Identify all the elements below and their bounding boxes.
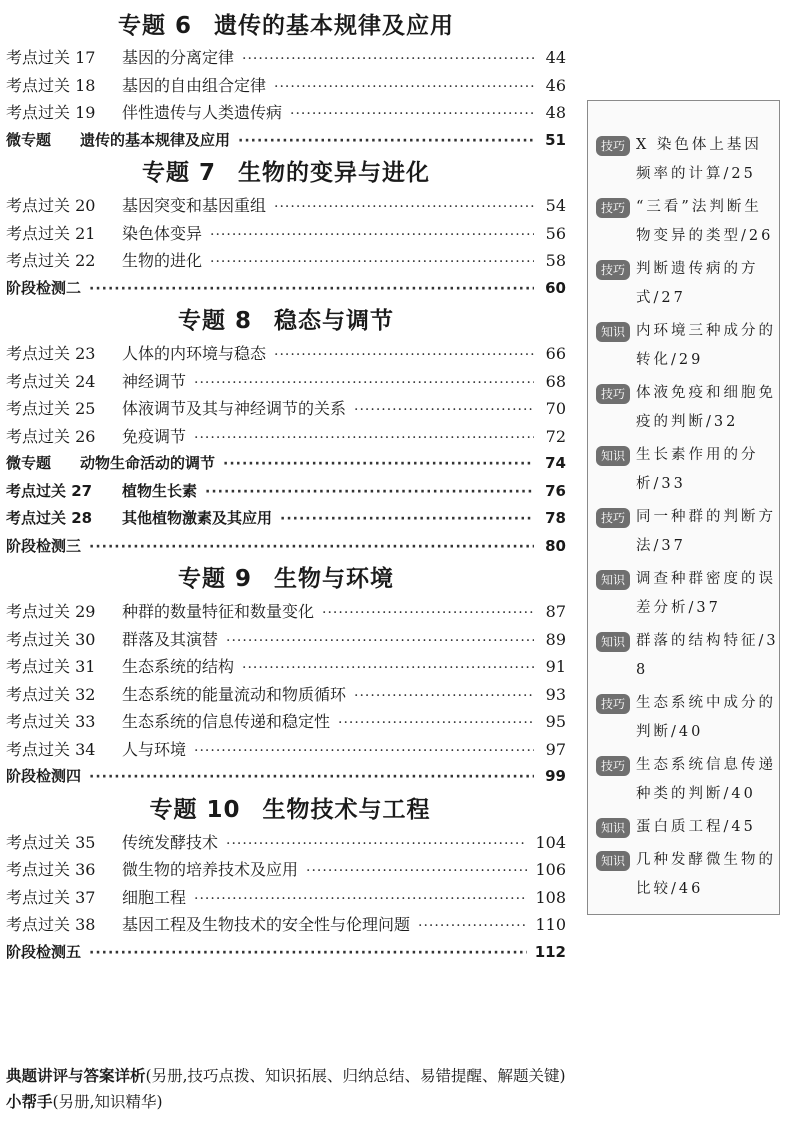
tip-tag-badge: 知识	[596, 446, 630, 466]
page-number: 91	[545, 657, 566, 676]
dot-leader	[242, 655, 534, 683]
section-name: 生物与环境	[274, 566, 394, 592]
section-number: 专题 9	[177, 566, 252, 592]
dot-leader	[194, 886, 527, 914]
toc-entry[interactable]	[6, 478, 566, 506]
entry-label: 考点过关 24	[6, 371, 96, 391]
entry-title: 免疫调节	[122, 426, 187, 446]
entry-label: 考点过关 29	[6, 602, 96, 621]
dot-leader	[210, 249, 534, 277]
page-number: 48	[545, 103, 566, 122]
page-number: 110	[535, 915, 566, 934]
page-number: 58	[545, 251, 566, 270]
entry-title: 生态系统的能量流动和物质循环	[122, 684, 347, 704]
page-number: 99	[545, 767, 566, 785]
section-name: 生物技术与工程	[262, 796, 431, 823]
dot-leader	[338, 710, 534, 738]
footer-helper-title: 小帮手	[6, 1093, 53, 1111]
footer-line-answers	[6, 1063, 576, 1089]
dot-leader	[238, 128, 534, 156]
tip-tag-badge: 技巧	[596, 756, 630, 776]
tip-tag-badge: 技巧	[596, 508, 630, 528]
toc-entry[interactable]	[6, 653, 566, 681]
entry-title: 神经调节	[122, 371, 187, 391]
toc-entry[interactable]	[6, 533, 566, 561]
toc-entry[interactable]	[6, 939, 566, 967]
toc-entry[interactable]	[6, 763, 566, 791]
tip-item	[596, 689, 779, 747]
entry-title: 种群的数量特征和数量变化	[122, 602, 315, 621]
entry-title: 传统发酵技术	[122, 832, 219, 852]
entry-label: 考点过关 38	[6, 915, 96, 934]
entry-label: 考点过关 37	[6, 887, 96, 907]
entry-label: 考点过关 26	[6, 426, 96, 446]
tip-tag-badge: 技巧	[596, 384, 630, 404]
dot-leader	[274, 194, 534, 222]
section-name: 生物的变异与进化	[238, 160, 430, 186]
toc-entry[interactable]	[6, 247, 566, 275]
footer-answers-note: (另册,技巧点拨、知识拓展、归纳总结、易错提醒、解题关键)	[145, 1067, 566, 1085]
entry-title: 群落及其演替	[122, 629, 219, 649]
entry-label: 考点过关 30	[6, 629, 96, 649]
entry-label: 考点过关 36	[6, 860, 96, 879]
tip-item	[596, 193, 779, 251]
dot-leader	[274, 342, 534, 370]
entry-title: 基因工程及生物技术的安全性与伦理问题	[122, 915, 411, 934]
page-number: 93	[545, 684, 566, 704]
dot-leader	[274, 74, 534, 102]
tip-text: 判断遗传病的方式/27	[636, 261, 759, 306]
tip-text: 体液免疫和细胞免疫的判断/32	[636, 385, 776, 430]
dot-leader	[280, 506, 534, 534]
entry-title: 微生物的培养技术及应用	[122, 860, 299, 879]
tip-text: “三看”法判断生物变异的类型/26	[636, 199, 774, 244]
tip-item	[596, 255, 779, 313]
entry-label: 考点过关 31	[6, 657, 96, 676]
tip-item	[596, 503, 779, 561]
section-title	[6, 791, 566, 829]
page-number: 60	[545, 278, 566, 297]
page-number: 46	[545, 75, 566, 95]
tip-item	[596, 751, 779, 809]
entry-label: 考点过关 33	[6, 712, 96, 731]
section-title	[6, 8, 566, 44]
section-title	[6, 560, 566, 598]
toc-entry[interactable]	[6, 395, 566, 423]
table-of-contents	[6, 8, 566, 966]
entry-label: 考点过关 35	[6, 832, 96, 852]
toc-entry[interactable]	[6, 884, 566, 912]
section-number: 专题 6	[117, 13, 192, 39]
entry-label: 微专题	[6, 454, 52, 472]
page-number: 74	[545, 454, 566, 472]
section-name: 稳态与调节	[274, 308, 394, 334]
page-number: 89	[545, 629, 566, 649]
dot-leader	[89, 276, 534, 304]
dot-leader	[194, 738, 534, 766]
entry-label: 阶段检测五	[6, 942, 82, 961]
tip-text: 生态系统中成分的判断/40	[636, 695, 776, 740]
entry-label: 考点过关 25	[6, 399, 96, 418]
entry-label: 阶段检测二	[6, 278, 82, 297]
entry-title: 基因突变和基因重组	[122, 196, 267, 215]
toc-entry[interactable]	[6, 736, 566, 764]
dot-leader	[226, 628, 534, 656]
dot-leader	[354, 397, 534, 425]
dot-leader	[89, 764, 534, 792]
page-number: 54	[545, 196, 566, 215]
toc-entry[interactable]	[6, 72, 566, 100]
tip-text: X 染色体上基因频率的计算/25	[636, 137, 762, 182]
page-number: 76	[545, 481, 566, 500]
tips-sidebar	[587, 100, 780, 915]
tip-text: 群落的结构特征/38	[636, 633, 779, 678]
dot-leader	[290, 101, 534, 129]
footer-helper-note: (另册,知识精华)	[52, 1093, 163, 1111]
tip-text: 几种发酵微生物的比较/46	[636, 852, 776, 897]
entry-label: 考点过关 19	[6, 103, 96, 122]
page-number: 108	[535, 887, 566, 907]
entry-label: 考点过关 18	[6, 75, 96, 95]
page-number: 80	[545, 536, 566, 555]
toc-entry[interactable]	[6, 598, 566, 626]
tip-item	[596, 317, 779, 375]
toc-entry[interactable]	[6, 450, 566, 478]
dot-leader	[194, 425, 534, 453]
entry-title: 基因的分离定律	[122, 48, 235, 67]
section-number: 专题 7	[141, 160, 216, 186]
toc-entry[interactable]	[6, 99, 566, 127]
toc-entry[interactable]	[6, 911, 566, 939]
entry-title: 动物生命活动的调节	[80, 454, 216, 472]
page-number: 95	[545, 712, 566, 731]
page-number: 56	[545, 223, 566, 243]
dot-leader	[89, 940, 527, 968]
tip-tag-badge: 技巧	[596, 136, 630, 156]
footer-notes	[6, 1063, 576, 1115]
page-number: 44	[545, 48, 566, 67]
dot-leader	[306, 858, 527, 886]
dot-leader	[194, 370, 534, 398]
dot-leader	[322, 600, 534, 628]
tip-tag-badge: 知识	[596, 322, 630, 342]
page-number: 68	[545, 371, 566, 391]
toc-entry[interactable]	[6, 220, 566, 248]
toc-entry[interactable]	[6, 368, 566, 396]
tip-item	[596, 131, 779, 189]
dot-leader	[223, 451, 534, 479]
page-number: 106	[535, 860, 566, 879]
toc-entry[interactable]	[6, 626, 566, 654]
entry-title: 人与环境	[122, 739, 187, 759]
footer-answers-title: 典题讲评与答案详析	[6, 1067, 146, 1085]
entry-title: 人体的内环境与稳态	[122, 344, 267, 363]
footer-line-helper	[6, 1089, 576, 1115]
entry-label: 考点过关 20	[6, 196, 96, 215]
toc-entry[interactable]	[6, 192, 566, 220]
entry-label: 阶段检测三	[6, 536, 82, 555]
dot-leader	[226, 831, 527, 859]
section-title	[6, 154, 566, 192]
tip-item	[596, 813, 779, 842]
section-name: 遗传的基本规律及应用	[214, 13, 454, 39]
page-number: 78	[545, 509, 566, 527]
section-number: 专题 10	[149, 796, 241, 823]
dot-leader	[418, 913, 527, 941]
entry-title: 基因的自由组合定律	[122, 75, 267, 95]
entry-title: 体液调节及其与神经调节的关系	[122, 399, 347, 418]
entry-title: 生物的进化	[122, 251, 203, 270]
tip-tag-badge: 知识	[596, 818, 630, 838]
entry-title: 其他植物激素及其应用	[122, 509, 273, 527]
toc-entry[interactable]	[6, 681, 566, 709]
toc-entry[interactable]	[6, 856, 566, 884]
entry-label: 考点过关 32	[6, 684, 96, 704]
dot-leader	[205, 479, 534, 507]
page-number: 104	[535, 832, 566, 852]
entry-label: 考点过关 22	[6, 251, 96, 270]
entry-title: 生态系统的结构	[122, 657, 235, 676]
page-number: 72	[545, 426, 566, 446]
entry-label: 微专题	[6, 130, 52, 149]
tip-item	[596, 846, 779, 904]
tip-tag-badge: 知识	[596, 632, 630, 652]
page-number: 51	[545, 130, 566, 149]
tip-text: 调查种群密度的误差分析/37	[636, 571, 776, 616]
entry-label: 考点过关 28	[6, 509, 93, 527]
entry-title: 染色体变异	[122, 223, 203, 243]
tip-tag-badge: 知识	[596, 851, 630, 871]
tip-tag-badge: 技巧	[596, 260, 630, 280]
entry-title: 伴性遗传与人类遗传病	[122, 103, 283, 122]
tip-text: 生态系统信息传递种类的判断/40	[636, 757, 776, 802]
tip-tag-badge: 技巧	[596, 198, 630, 218]
entry-title: 细胞工程	[122, 887, 187, 907]
dot-leader	[242, 46, 534, 74]
tip-item	[596, 627, 779, 685]
section-title	[6, 302, 566, 340]
toc-entry[interactable]	[6, 708, 566, 736]
page-number: 87	[545, 602, 566, 621]
tip-tag-badge: 技巧	[596, 694, 630, 714]
toc-entry[interactable]	[6, 44, 566, 72]
entry-label: 考点过关 21	[6, 223, 96, 243]
tip-text: 生长素作用的分析/33	[636, 447, 759, 492]
toc-entry[interactable]	[6, 275, 566, 303]
entry-label: 考点过关 23	[6, 344, 96, 363]
entry-label: 考点过关 34	[6, 739, 96, 759]
tip-tag-badge: 知识	[596, 570, 630, 590]
section-number: 专题 8	[177, 308, 252, 334]
entry-title: 遗传的基本规律及应用	[80, 130, 231, 149]
tip-text: 内环境三种成分的转化/29	[636, 323, 776, 368]
toc-entry[interactable]	[6, 340, 566, 368]
toc-entry[interactable]	[6, 423, 566, 451]
tip-item	[596, 565, 779, 623]
toc-entry[interactable]	[6, 505, 566, 533]
entry-title: 生态系统的信息传递和稳定性	[122, 712, 331, 731]
dot-leader	[210, 222, 534, 250]
entry-title: 植物生长素	[122, 481, 198, 500]
tip-item	[596, 441, 779, 499]
toc-entry[interactable]	[6, 127, 566, 155]
page-number: 66	[545, 344, 566, 363]
entry-label: 阶段检测四	[6, 767, 82, 785]
page-number: 70	[545, 399, 566, 418]
tip-text: 同一种群的判断方法/37	[636, 509, 776, 554]
page-number: 112	[534, 942, 566, 961]
dot-leader	[89, 534, 534, 562]
entry-label: 考点过关 17	[6, 48, 96, 67]
tip-text: 蛋白质工程/45	[636, 819, 756, 835]
page-number: 97	[545, 739, 566, 759]
entry-label: 考点过关 27	[6, 481, 93, 500]
dot-leader	[354, 683, 534, 711]
tip-item	[596, 379, 779, 437]
toc-entry[interactable]	[6, 829, 566, 857]
